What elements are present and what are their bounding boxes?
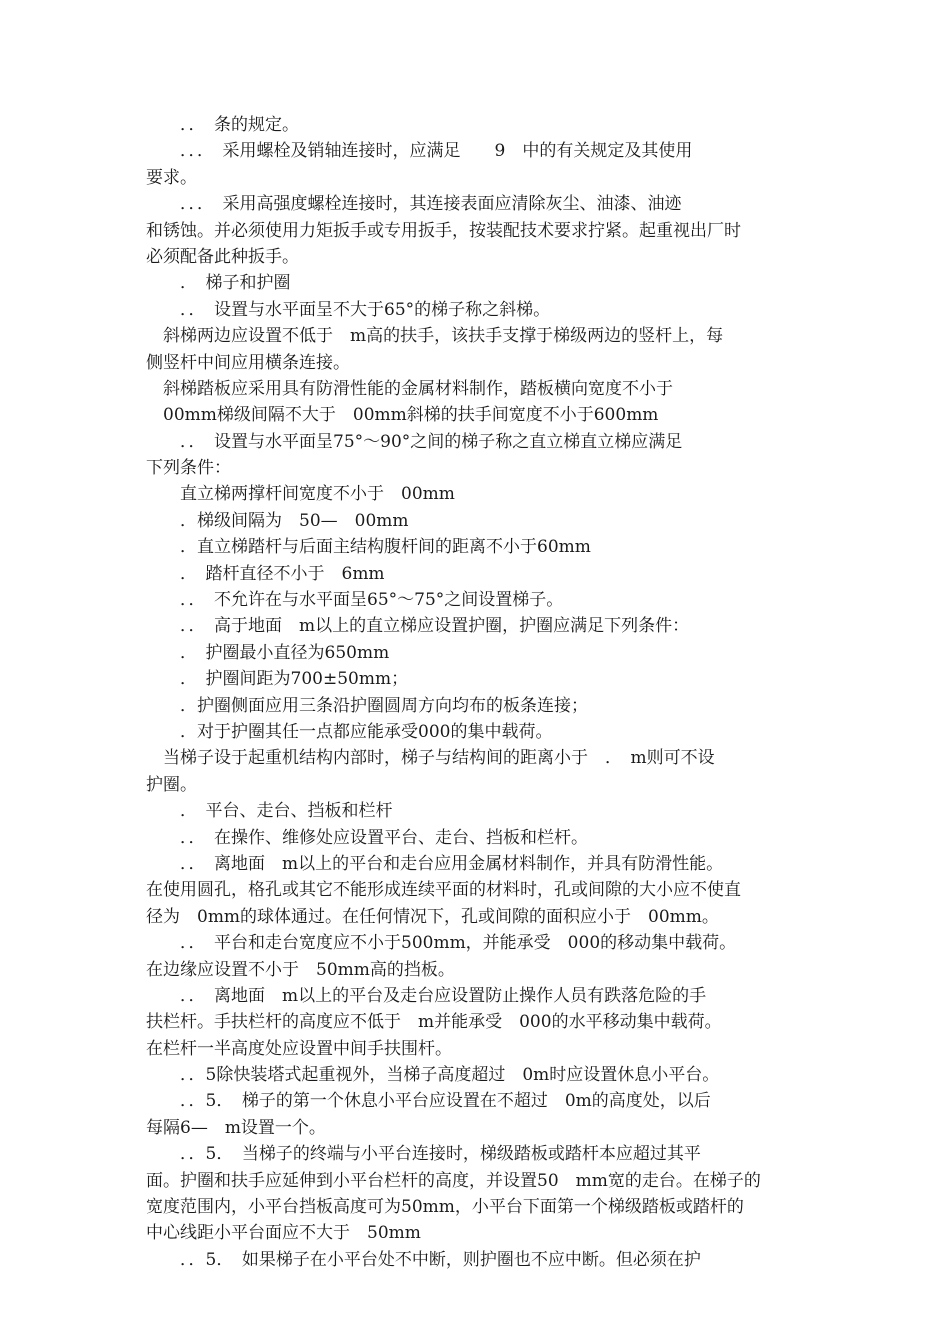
text-line: 中心线距小平台面应不大于 50mm: [146, 1223, 421, 1244]
text-line: ．． 平台和走台宽度应不小于500mm，并能承受 000的移动集中载荷。: [146, 933, 737, 954]
text-line: 护圈。: [146, 774, 197, 795]
list-item: 直立梯两撑杆间宽度不小于 00mm: [146, 484, 455, 505]
text-line: 在使用圆孔，格孔或其它不能形成连续平面的材料时，孔或间隙的大小应不使直: [146, 880, 741, 901]
text-line: 00mm梯级间隔不大于 00mm斜梯的扶手间宽度不小于600mm: [146, 405, 659, 426]
text-line: 在边缘应设置不小于 50mm高的挡板。: [146, 959, 455, 980]
text-line: ．． 离地面 m以上的平台和走台应用金属材料制作，并具有防滑性能。: [146, 853, 724, 874]
list-item: ． 护圈间距为700±50mm；: [146, 669, 409, 690]
text-line: 要求。: [146, 167, 197, 188]
section-heading: ． 梯子和护圈: [146, 273, 291, 294]
list-item: ．对于护圈其任一点都应能承受000的集中载荷。: [146, 721, 553, 742]
text-line: 当梯子设于起重机结构内部时，梯子与结构间的距离小于 ． m则可不设: [146, 748, 715, 769]
text-line: ．． 在操作、维修处应设置平台、走台、挡板和栏杆。: [146, 827, 588, 848]
text-line: ．． 离地面 m以上的平台及走台应设置防止操作人员有跌落危险的手: [146, 985, 707, 1006]
text-line: ．． 高于地面 m以上的直立梯应设置护圈，护圈应满足下列条件：: [146, 616, 690, 637]
text-line: ．．5． 如果梯子在小平台处不中断，则护圈也不应中断。但必须在护: [146, 1249, 701, 1270]
text-line: 径为 0mm的球体通过。在任何情况下，孔或间隙的面积应小于 00mm。: [146, 906, 719, 927]
text-line: 在栏杆一半高度处应设置中间手扶围杆。: [146, 1038, 452, 1059]
text-line: 面。护圈和扶手应延伸到小平台栏杆的高度，并设置50 mm宽的走台。在梯子的: [146, 1170, 761, 1191]
document-body: [146, 112, 816, 1273]
text-line: 每隔6— m设置一个。: [146, 1117, 326, 1138]
text-line: ．．5． 当梯子的终端与小平台连接时，梯级踏板或踏杆本应超过其平: [146, 1144, 701, 1165]
list-item: ．直立梯踏杆与后面主结构腹杆间的距离不小于60mm: [146, 537, 591, 558]
text-line: 扶栏杆。手扶栏杆的高度应不低于 m并能承受 000的水平移动集中载荷。: [146, 1012, 722, 1033]
text-line: ．． 设置与水平面呈不大于65°的梯子称之斜梯。: [146, 299, 551, 320]
text-line: 斜梯踏板应采用具有防滑性能的金属材料制作，踏板横向宽度不小于: [146, 378, 673, 399]
text-line: ．． 不允许在与水平面呈65°～75°之间设置梯子。: [146, 590, 564, 611]
text-line: ．．． 采用螺栓及销轴连接时，应满足 9 中的有关规定及其使用: [146, 141, 693, 162]
text-line: 下列条件：: [146, 458, 231, 479]
list-item: ．护圈侧面应用三条沿护圈圆周方向均布的板条连接；: [146, 695, 588, 716]
section-heading: ． 平台、走台、挡板和栏杆: [146, 801, 393, 822]
text-line: ．．． 采用高强度螺栓连接时，其连接表面应清除灰尘、油漆、油迹: [146, 194, 682, 215]
list-item: ． 护圈最小直径为650mm: [146, 642, 390, 663]
text-line: 必须配备此种扳手。: [146, 246, 299, 267]
text-line: ．． 条的规定。: [146, 115, 299, 135]
text-line: 斜梯两边应设置不低于 m高的扶手，该扶手支撑于梯级两边的竖杆上，每: [146, 326, 724, 347]
list-item: ．梯级间隔为 50— 00mm: [146, 510, 409, 531]
text-line: 侧竖杆中间应用横条连接。: [146, 352, 350, 373]
list-item: ． 踏杆直径不小于 6mm: [146, 563, 385, 584]
text-line: ．．5． 梯子的第一个休息小平台应设置在不超过 0m的高度处，以后: [146, 1091, 711, 1112]
text-line: ．． 设置与水平面呈75°～90°之间的梯子称之直立梯直立梯应满足: [146, 431, 683, 452]
text-line: ．．5除快装塔式起重视外，当梯子高度超过 0m时应设置休息小平台。: [146, 1065, 720, 1086]
text-line: 和锈蚀。并必须使用力矩扳手或专用扳手，按装配技术要求拧紧。起重视出厂时: [146, 220, 741, 241]
text-line: 宽度范围内，小平台挡板高度可为50mm，小平台下面第一个梯级踏板或踏杆的: [146, 1197, 744, 1218]
